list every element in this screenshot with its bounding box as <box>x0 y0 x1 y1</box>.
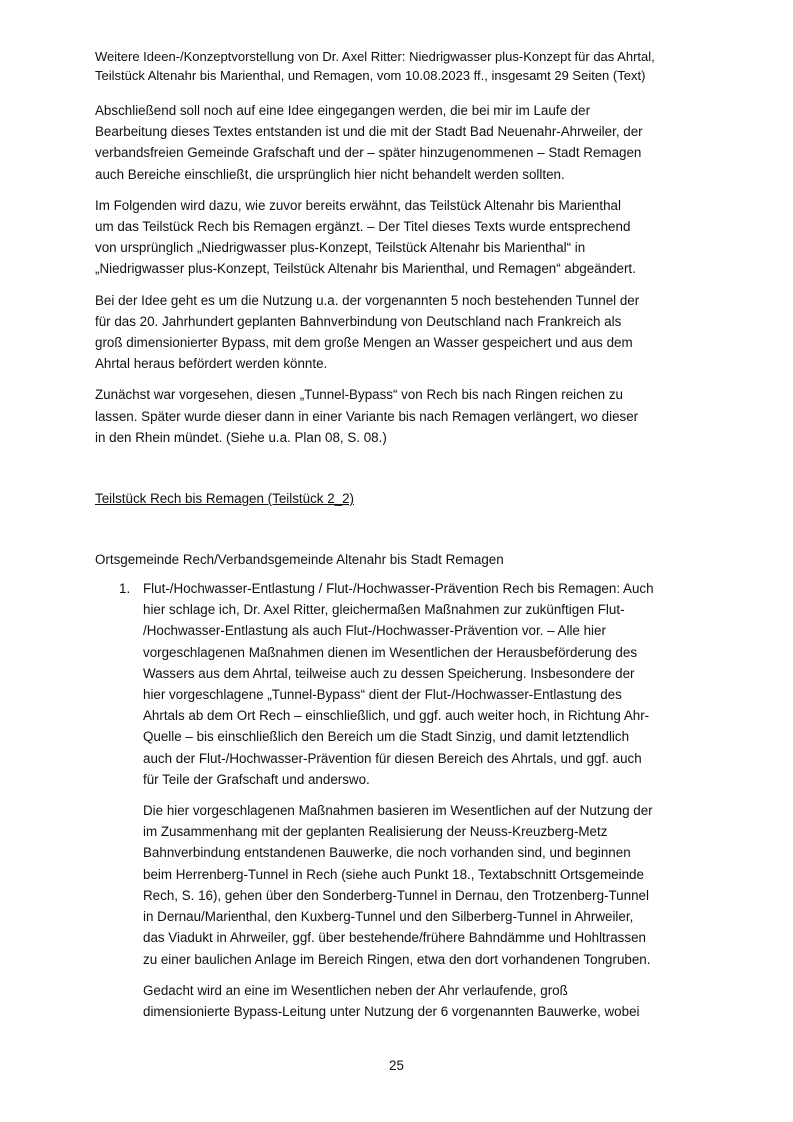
intro-paragraph-1 <box>95 100 705 185</box>
text-line: Im Folgenden wird dazu, wie zuvor bereits erwähnt, das Teilstück Altenahr bis Marienthal <box>95 197 621 213</box>
list-paragraph-2 <box>143 800 705 970</box>
list-item <box>95 578 705 1022</box>
header-line-1: Weitere Ideen-/Konzeptvorstellung von Dr. Axel Ritter: Niedrigwasser plus-Konzept für das Ahrtal, <box>95 49 655 64</box>
numbered-list <box>95 578 705 1022</box>
text-line: „Niedrigwasser plus-Konzept, Teilstück Altenahr bis Marienthal, und Remagen“ abgeändert. <box>95 261 636 277</box>
intro-paragraph-2 <box>95 195 705 280</box>
text-line: auch Bereiche einschließt, die ursprünglich hier nicht behandelt werden sollten. <box>95 166 565 182</box>
page-number: 25 <box>389 1058 404 1073</box>
list-paragraph-1 <box>143 578 705 790</box>
document-page <box>95 48 705 1032</box>
text-line: Quelle – bis einschließlich den Bereich um die Stadt Sinzig, und damit letztendlich <box>143 729 630 745</box>
text-line: von ursprünglich „Niedrigwasser plus-Konzept, Teilstück Altenahr bis Marienthal“ in <box>95 240 586 256</box>
text-line: Ahrtals ab dem Ort Rech – einschließlich, und ggf. auch weiter hoch, in Richtung Ahr- <box>143 708 650 724</box>
text-line: hier schlage ich, Dr. Axel Ritter, gleichermaßen Maßnahmen zur zukünftigen Flut- <box>143 602 625 618</box>
text-line: verbandsfreien Gemeinde Grafschaft und der – später hinzugenommenen – Stadt Remagen <box>95 145 642 161</box>
text-line: das Viadukt in Ahrweiler, ggf. über bestehende/frühere Bahndämme und Hohltrassen <box>143 930 646 946</box>
text-line: um das Teilstück Rech bis Remagen ergänzt. – Der Titel dieses Texts wurde entsprechend <box>95 219 631 235</box>
text-line: Bahnverbindung entstandenen Bauwerke, die noch vorhanden sind, und beginnen <box>143 845 631 861</box>
text-line: Abschließend soll noch auf eine Idee eingegangen werden, die bei mir im Laufe der <box>95 103 591 118</box>
text-line: Bei der Idee geht es um die Nutzung u.a. der vorgenannten 5 noch bestehenden Tunnel der <box>95 292 640 308</box>
text-line: Flut-/Hochwasser-Entlastung / Flut-/Hochwasser-Prävention Rech bis Remagen: Auch <box>143 581 654 597</box>
list-marker: 1. <box>119 581 131 597</box>
text-line: im Zusammenhang mit der geplanten Realisierung der Neuss-Kreuzberg-Metz <box>143 824 608 840</box>
text-line: Bearbeitung dieses Textes entstanden ist und die mit der Stadt Bad Neuenahr-Ahrweiler, der <box>95 124 643 140</box>
text-line: lassen. Später wurde dieser dann in einer Variante bis nach Remagen verlängert, wo dieser <box>95 408 639 424</box>
text-line: Gedacht wird an eine im Wesentlichen neben der Ahr verlaufende, groß <box>143 982 568 998</box>
text-line: groß dimensionierter Bypass, mit dem große Mengen an Wasser gespeichert und aus dem <box>95 335 633 351</box>
header-line-2: Teilstück Altenahr bis Marienthal, und Remagen, vom 10.08.2023 ff., insgesamt 29 Seiten (Text) <box>95 67 646 83</box>
text-line: für das 20. Jahrhundert geplanten Bahnverbindung von Deutschland nach Frankreich als <box>95 313 622 329</box>
text-line: Ahrtal heraus befördert werden könnte. <box>95 356 328 372</box>
text-line: beim Herrenberg-Tunnel in Rech (siehe auch Punkt 18., Textabschnitt Ortsgemeinde <box>143 866 644 882</box>
intro-paragraph-3 <box>95 290 705 375</box>
text-line: auch der Flut-/Hochwasser-Prävention für diesen Bereich des Ahrtals, und ggf. auch <box>143 750 642 766</box>
subheading: Ortsgemeinde Rech/Verbandsgemeinde Altenahr bis Stadt Remagen <box>95 552 504 568</box>
text-line: hier vorgeschlagene „Tunnel-Bypass“ dient der Flut-/Hochwasser-Entlastung des <box>143 687 622 703</box>
text-line: zu einer baulichen Anlage im Bereich Ringen, etwa den dort vorhandenen Tongruben. <box>143 951 651 967</box>
text-line: in den Rhein mündet. (Siehe u.a. Plan 08, S. 08.) <box>95 429 387 445</box>
section-title: Teilstück Rech bis Remagen (Teilstück 2_2) <box>95 491 354 507</box>
document-header <box>95 48 705 85</box>
text-line: Die hier vorgeschlagenen Maßnahmen basieren im Wesentlichen auf der Nutzung der <box>143 803 653 819</box>
list-paragraph-3 <box>143 980 705 1022</box>
intro-paragraph-4 <box>95 384 705 448</box>
text-line: für Teile der Grafschaft und anderswo. <box>143 771 370 787</box>
text-line: Wassers aus dem Ahrtal, teilweise auch zu dessen Speicherung. Insbesondere der <box>143 665 635 681</box>
text-line: /Hochwasser-Entlastung als auch Flut-/Hochwasser-Prävention vor. – Alle hier <box>143 623 606 639</box>
text-line: Zunächst war vorgesehen, diesen „Tunnel-Bypass“ von Rech bis nach Ringen reichen zu <box>95 387 623 403</box>
text-line: dimensionierte Bypass-Leitung unter Nutzung der 6 vorgenannten Bauwerke, wobei <box>143 1003 640 1019</box>
text-line: vorgeschlagenen Maßnahmen dienen im Wesentlichen der Herausbeförderung des <box>143 644 638 660</box>
text-line: Rech, S. 16), gehen über den Sonderberg-Tunnel in Dernau, den Trotzenberg-Tunnel <box>143 887 649 903</box>
text-line: in Dernau/Marienthal, den Kuxberg-Tunnel und den Silberberg-Tunnel in Ahrweiler, <box>143 909 634 925</box>
